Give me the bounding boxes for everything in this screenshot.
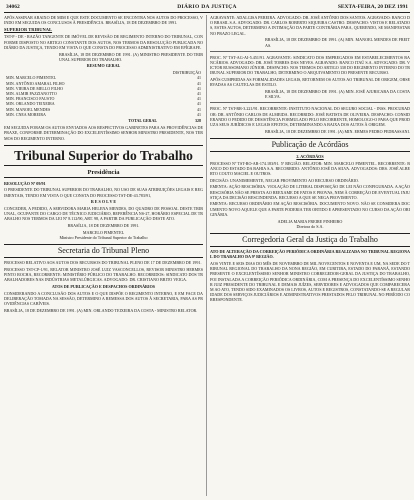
paragraph: CONCEDER, A PEDIDO, A SERVIDORA MARIA HELENA MENDES, DO QUADRO DE PESSOAL DESTE TRIBUNAL, OCUPANTE DO CARGO DE TÉCNICO JUDICIÁRIO, REFERÊNCIA NS-27, HORÁRIO ESPECIAL DE TRABALHO NOS TERMOS DA LEI Nº 8.112/90, ART. 98, A PARTIR DA PUBLICAÇÃO DESTE ATO.: [4, 206, 203, 222]
left-column: [4, 15, 203, 496]
table-title: RESUMO GERAL: [86, 63, 121, 69]
journal-name: DIÁRIO DA JUSTIÇA: [177, 4, 237, 10]
table-row: MIN. CNEA MOREIRA 41: [6, 111, 201, 117]
intro-paragraph: APÓS ASSINAR ABAIXO DE MIM E QUE ESTE DOCUMENTO SE ENCONTRA NOS AUTOS DO PROCESSO, VINDO EM SEGUIDA OS CONCLUSOS À PRESIDÊNCIA. BRASÍLIA, 18 DE DEZEMBRO DE 1991.: [4, 15, 203, 26]
paragraph: PROCESSO RELATIVO AOS AUTOS DOS RECURSOS DO TRIBUNAL PLENO DE 17 DE DEZEMBRO DE 1991.: [4, 260, 202, 266]
paragraph: EM SEGUIDA FORAM OS AUTOS ENVIADOS AOS RESPECTIVOS GABINETES PARA AS PROVIDÊNCIAS DE PRAXE, CONFORME DETERMINAÇÃO DO EXCELENTÍSSIMO SENHOR MINISTRO PRESIDENTE, NOS TERMOS DO REGIMENTO INTERNO.: [4, 125, 203, 141]
right-column: [210, 15, 410, 496]
table-header: DISTRIBUIÇÃO: [172, 70, 201, 76]
paragraph: PROC. Nº TST-RR-3.221/91. RECORRENTE: INSTITUTO NACIONAL DO SEGURO SOCIAL - INSS. PROCURADOR: DR. ANTÔNIO CARLOS DE ALMEIDA. RECORRIDO: JOSÉ BATISTA DE OLIVEIRA. DESPACHO: CONSIDERANDO O PEDIDO DE DESISTÊNCIA FORMULADO PELO RECORRENTE, HOMOLOGO-O PARA QUE PRODUZA SEUS JURÍDICOS E LEGAIS EFEITOS, DETERMINANDO A BAIXA DOS AUTOS À ORIGEM.: [210, 106, 410, 127]
table-row: MIN. VIEIRA DE MELLO FILHO 41: [6, 85, 201, 91]
acordaos-section-heading: Publicação de Acórdãos: [210, 138, 410, 152]
paragraph: R E S O L V E: [90, 199, 117, 205]
subsection-title: 2. ACÓRDÃOS: [296, 153, 324, 159]
table-row: MIN. ALMIR PAZZIANOTTO 41: [6, 90, 201, 96]
corregedoria-section-heading: Corregedoria Geral da Justiça do Trabalho: [210, 233, 410, 247]
table-total-row: TOTAL GERAL 328: [128, 117, 201, 123]
table-row: MIN. FRANCISCO FAUSTO 41: [6, 96, 201, 102]
paragraph: RESOLUÇÃO Nº 09/91: [4, 180, 46, 186]
paragraph: PROCESSO TST-CP-1/91, RELATOR MINISTRO JOSÉ LUIZ VASCONCELLOS, REVISOR MINISTRO HERMES PINTO ROCHA, RECORRENTE: MINISTÉRIO PÚBLICO DO TRABALHO. RECORRIDOS: SINDICATO DOS TRABALHADORES NAS INDÚSTRIAS METALÚRGICAS. ADVOGADO: DR. CRISTIANO BRITO VEIGA.: [4, 267, 203, 283]
table-row: MIN. ORLANDO TEIXEIRA 41: [6, 101, 201, 107]
tst-section-heading: Tribunal Superior do Trabalho: [4, 145, 203, 166]
presidencia-heading: Presidência: [4, 168, 203, 178]
separator: [210, 102, 410, 103]
distribution-table: [4, 70, 203, 123]
paragraph: PROCESSO Nº TST-RO-AR-174.183/91. 5ª REGIÃO. RELATOR: MIN. MARCELO PIMENTEL. RECORRENTE: BANCO DO ESTADO DA BAHIA S.A. RECORRIDO: ANTÔNIO JOSÉ DA SILVA. ADVOGADOS: DRS. JOSÉ ALBERTO COUTO MACIEL E OUTROS.: [210, 160, 410, 176]
paragraph: EMENTA: AÇÃO RESCISÓRIA. VIOLAÇÃO DE LITERAL DISPOSIÇÃO DE LEI NÃO CONFIGURADA. A AÇÃO RESCISÓRIA NÃO SE PRESTA AO REEXAME DE FATOS E PROVAS, NEM À CORREÇÃO DE EVENTUAL INJUSTIÇA DA DECISÃO RESCINDENDA. RECURSO A QUE SE NEGA PROVIMENTO.: [210, 184, 410, 200]
paragraph: AOS VINTE E SEIS DIAS DO MÊS DE NOVEMBRO DE MIL NOVECENTOS E NOVENTA E UM, NA SEDE DO TRIBUNAL REGIONAL DO TRABALHO DA NONA REGIÃO, EM CURITIBA, ESTADO DO PARANÁ, ESTANDO PRESENTE O EXCELENTÍSSIMO SENHOR MINISTRO CORREGEDOR-GERAL DA JUSTIÇA DO TRABALHO, FOI INSTALADA A CORREIÇÃO PERIÓDICA ORDINÁRIA, COM A PRESENÇA DO EXCELENTÍSSIMO SENHOR JUIZ PRESIDENTE DO TRIBUNAL E DEMAIS JUÍZES, SERVIDORES E ADVOGADOS QUE COMPARECERAM AO ATO, TENDO SIDO EXAMINADOS OS LIVROS, AUTOS E REGISTROS, CONSTATANDO-SE A REGULARIDADE DOS SERVIÇOS JUDICIÁRIOS E ADMINISTRATIVOS PRESTADOS PELO TRIBUNAL NO PERÍODO CORRESPONDENTE.: [210, 260, 410, 303]
paragraph: PROC. Nº TST-AG-AI-5.451/91. AGRAVANTE: SINDICATO DOS EMPREGADOS EM ESTABELECIMENTOS BANCÁRIOS. ADVOGADO: DR. JOSÉ TORRES DAS NEVES. AGRAVADO: BANCO ITAÚ S.A. ADVOGADO: DR. VICTOR RUSSOMANO JÚNIOR. DESPACHO: NOS TERMOS DO ARTIGO 338 DO REGIMENTO INTERNO DO TRIBUNAL SUPERIOR DO TRABALHO, DETERMINO O ARQUIVAMENTO DO PRESENTE RECURSO.: [210, 54, 410, 76]
paragraph: BRASÍLIA, 18 DE DEZEMBRO DE 1991. (A) MIN. JOSÉ AJURICABA DA COSTA E SILVA.: [265, 88, 410, 100]
paragraph: BRASÍLIA, 18 DE DEZEMBRO DE 1991. (A) MIN. ERMES PEDRO PEDRASSANI.: [265, 128, 410, 134]
paragraph: ATOS DE PUBLICAÇÃO E DESPACHOS ORDINÁRIOS: [51, 284, 156, 290]
paragraph: ATO DE ALTERAÇÃO DA CORREIÇÃO PERIÓDICA ORDINÁRIA REALIZADA NO TRIBUNAL REGIONAL DO TRABALHO DA 9ª REGIÃO.: [210, 249, 410, 260]
paragraph: TST-P - DE - RAZÃO TANGENTE DE IMÓVEL DE REVISÃO DE REGIMENTO INTERNO DO TRIBUNAL, CONFORME DISPOSTO NO ARTIGO CONSTANTE DOS AUTOS, NOS TERMOS DA RESOLUÇÃO PUBLICADA NO DIÁRIO DA JUSTIÇA, TENDO EM VISTA O QUE CONSTA DO PROCESSO ADMINISTRATIVO EM EPÍGRAFE.: [4, 34, 203, 50]
table-row: MIN. MANOEL MENDES 41: [6, 106, 201, 112]
section-title: SUPERIOR TRIBUNAL: [4, 27, 53, 33]
column-divider: [206, 15, 207, 496]
paragraph: BRASÍLIA, 18 DE DEZEMBRO DE 1991.: [67, 223, 140, 229]
table-row: MIN. MARCELO PIMENTEL 41: [6, 75, 201, 81]
paragraph: O PRESIDENTE DO TRIBUNAL SUPERIOR DO TRABALHO, NO USO DE SUAS ATRIBUIÇÕES LEGAIS E REGIMENTAIS, TENDO EM VISTA O QUE CONSTA DO PROCESSO TST-DE-43.783/91,: [4, 187, 203, 198]
paragraph: BRASÍLIA, 18 DE DEZEMBRO DE 1991. (A) MINISTRO PRESIDENTE DO TRIBUNAL SUPERIOR DO TRABALHO.: [59, 51, 203, 62]
table-row: MIN. ANTÔNIO AMARAL FILHO 41: [6, 80, 201, 86]
paragraph: CONSIDERANDO A CONCLUSÃO DOS AUTOS E O QUE DISPÕE O REGIMENTO INTERNO, E EM FACE DA DELIBERAÇÃO TOMADA NA SESSÃO, DETERMINO A REMESSA DOS AUTOS À SECRETARIA, PARA AS PROVIDÊNCIAS CABÍVEIS.: [4, 290, 203, 307]
signature-block: MARCELO PIMENTEL Ministro Presidente do Tribunal Superior do Trabalho: [59, 229, 148, 241]
paragraph: AGRAVANTE: ADALGISA PEREIRA. ADVOGADO: DR. JOSÉ ANTÔNIO DOS SANTOS. AGRAVADO: BANCO DO BRASIL S.A. ADVOGADO: DR. CARLOS ROBERTO SIQUEIRA CASTRO. DESPACHO: VISTOS E RELATADOS, ESTES AUTOS, DETERMINO A INTIMAÇÃO DA PARTE CONTRÁRIA PARA, QUERENDO, SE MANIFESTAR NO PRAZO LEGAL.: [210, 15, 410, 36]
paragraph: EMENTA: RECURSO ORDINÁRIO EM AÇÃO RESCISÓRIA. DOCUMENTO NOVO. NÃO SE CONSIDERA DOCUMENTO NOVO AQUELE QUE A PARTE PODERIA TER OBTIDO E APRESENTADO NO CURSO DA AÇÃO ORIGINÁRIA.: [210, 201, 410, 217]
paragraph: BRASÍLIA, 18 DE DEZEMBRO DE 1991. (A) MIN. MANOEL MENDES DE FREITAS.: [265, 37, 410, 48]
paragraph: APÓS CUMPRIDAS AS FORMALIDADES LEGAIS, RETORNEM OS AUTOS AO TRIBUNAL DE ORIGEM, OBSERVADAS AS CAUTELAS DE ESTILO.: [210, 77, 410, 88]
separator: [210, 51, 410, 52]
issue-date: SEXTA-FEIRA, 20 DEZ 1991: [337, 4, 408, 10]
signature-block: ADELIA MARIA FREIRE PINHEIRO Diretora do S.A.: [277, 218, 343, 229]
paragraph: BRASÍLIA, 18 DE DEZEMBRO DE 1991. (A) MIN. ORLANDO TEIXEIRA DA COSTA - MINISTRO RELATOR.: [4, 307, 198, 313]
pleno-section-heading: Secretaria do Tribunal Pleno: [4, 244, 203, 258]
page-header: [4, 3, 410, 13]
page-number: 34062: [6, 4, 20, 10]
paragraph: DECISÃO: UNANIMEMENTE, NEGAR PROVIMENTO AO RECURSO ORDINÁRIO.: [210, 177, 359, 183]
